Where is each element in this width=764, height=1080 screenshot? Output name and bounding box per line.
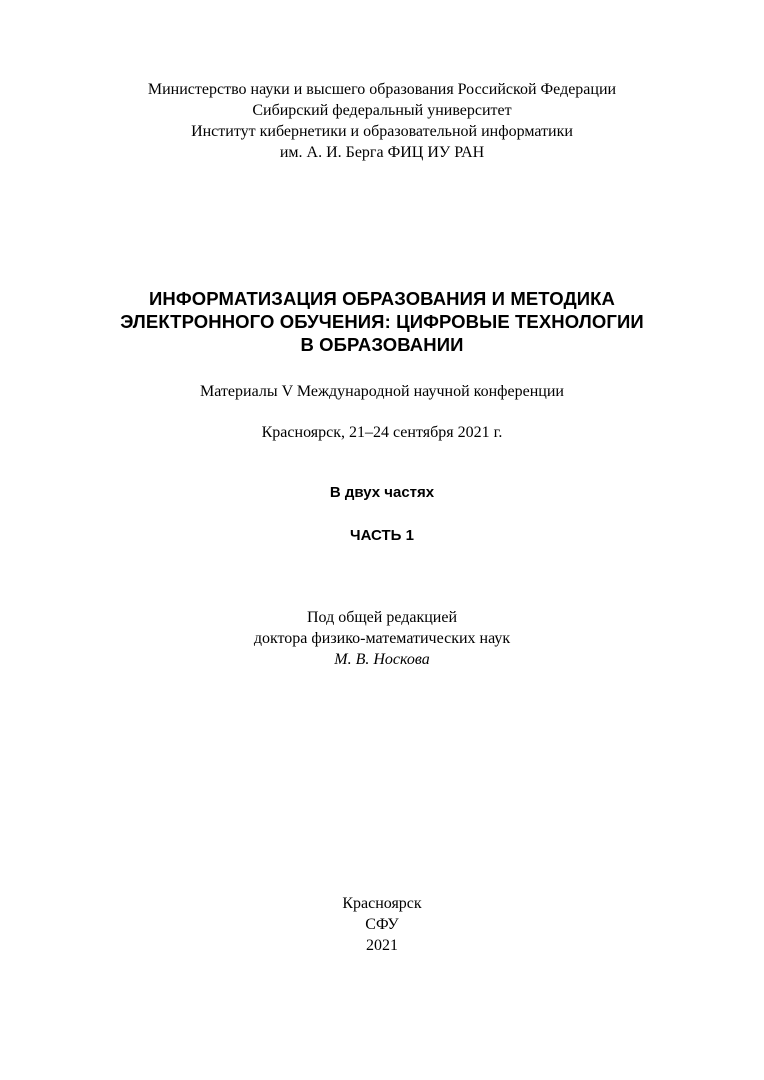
footer-publisher: СФУ [365, 916, 399, 933]
institute-line: Институт кибернетики и образовательной информатики [191, 123, 573, 140]
materials-line: Материалы V Международной научной конференции [200, 383, 564, 400]
editor-line-2: доктора физико-математических наук [253, 630, 511, 647]
editor-line-1: Под общей редакцией [306, 609, 458, 626]
footer-city: Красноярск [342, 895, 422, 912]
imprint-footer [0, 893, 764, 956]
place-date-line: Красноярск, 21–24 сентября 2021 г. [261, 424, 503, 441]
parts-count-line: В двух частях [329, 484, 435, 501]
university-line: Сибирский федеральный университет [252, 102, 512, 119]
institute-name-line: им. А. И. Берга ФИЦ ИУ РАН [279, 144, 485, 161]
part-number-line: ЧАСТЬ 1 [350, 527, 414, 544]
place-and-date [0, 422, 764, 443]
conference-materials [0, 381, 764, 402]
title-line-1: ИНФОРМАТИЗАЦИЯ ОБРАЗОВАНИЯ И МЕТОДИКА [149, 288, 615, 309]
editor-block [0, 607, 764, 670]
title-line-3: В ОБРАЗОВАНИИ [300, 334, 464, 355]
institution-header [0, 79, 764, 163]
part-number [0, 526, 764, 545]
title-line-2: ЭЛЕКТРОННОГО ОБУЧЕНИЯ: ЦИФРОВЫЕ ТЕХНОЛОГИИ [120, 311, 644, 332]
parts-label [0, 483, 764, 502]
footer-year: 2021 [366, 937, 398, 954]
document-title [0, 287, 764, 356]
ministry-line: Министерство науки и высшего образования Российской Федерации [147, 81, 617, 98]
editor-name: М. В. Носкова [334, 651, 430, 668]
